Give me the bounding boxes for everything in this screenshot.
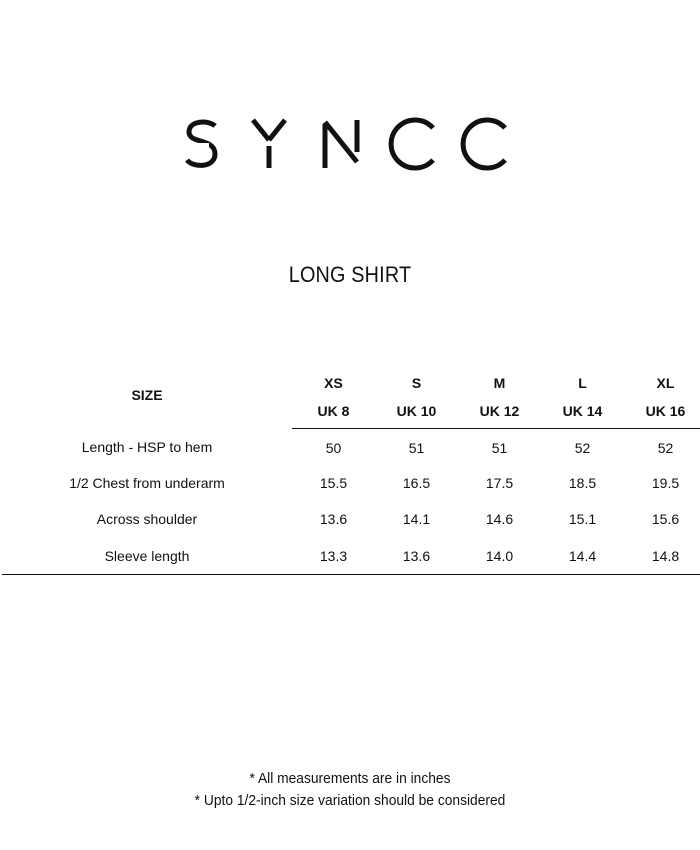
measurement-value: 14.8 xyxy=(624,538,700,575)
measurement-value: 51 xyxy=(408,439,425,456)
table-row xyxy=(2,501,700,538)
measurement-value: 17.5 xyxy=(485,474,514,491)
size-uk: UK 8 xyxy=(292,395,375,428)
measurement-value: 51 xyxy=(491,439,508,456)
footnote-variation: * Upto 1/2-inch size variation should be considered xyxy=(194,792,506,809)
table-row xyxy=(2,465,700,502)
table-row xyxy=(2,538,700,575)
footnotes xyxy=(28,768,672,812)
measurement-value: 15.1 xyxy=(568,511,597,528)
measurement-label: Sleeve length xyxy=(2,538,292,575)
measurement-label: Across shoulder xyxy=(96,511,198,528)
size-letter: XL xyxy=(656,374,675,391)
size-letter: S xyxy=(411,374,422,391)
measurement-value: 52 xyxy=(657,439,674,456)
size-column-header: SIZE xyxy=(131,387,163,403)
measurement-label: 1/2 Chest from underarm xyxy=(69,474,225,491)
measurement-value: 13.6 xyxy=(319,511,348,528)
measurement-value: 14.4 xyxy=(541,538,624,575)
measurement-value: 19.5 xyxy=(651,474,680,491)
measurement-value: 14.1 xyxy=(402,511,431,528)
size-letter: L xyxy=(578,374,587,391)
table-row xyxy=(2,428,700,465)
measurement-value: 14.0 xyxy=(458,538,541,575)
measurement-value: 14.6 xyxy=(485,511,514,528)
size-uk: UK 16 xyxy=(624,395,700,428)
size-letter: XS xyxy=(324,374,343,391)
measurement-value: 15.6 xyxy=(651,511,680,528)
size-uk: UK 12 xyxy=(458,395,541,428)
measurement-value: 18.5 xyxy=(568,474,597,491)
size-uk: UK 14 xyxy=(541,395,624,428)
measurement-value: 52 xyxy=(574,439,591,456)
measurement-value: 50 xyxy=(325,439,342,456)
size-letter: M xyxy=(493,374,506,391)
product-title: LONG SHIRT xyxy=(288,262,412,287)
size-letter-row xyxy=(2,362,700,395)
measurement-label: Length - HSP to hem xyxy=(81,439,213,456)
measurement-value: 15.5 xyxy=(319,474,348,491)
brand-logo xyxy=(0,112,700,182)
measurement-value: 16.5 xyxy=(402,474,431,491)
footnote-units: * All measurements are in inches xyxy=(249,770,451,787)
measurement-value: 13.6 xyxy=(375,538,458,575)
size-uk: UK 10 xyxy=(375,395,458,428)
syncc-logo-icon xyxy=(185,112,515,182)
measurement-value: 13.3 xyxy=(292,538,375,575)
size-chart-table xyxy=(2,362,700,575)
